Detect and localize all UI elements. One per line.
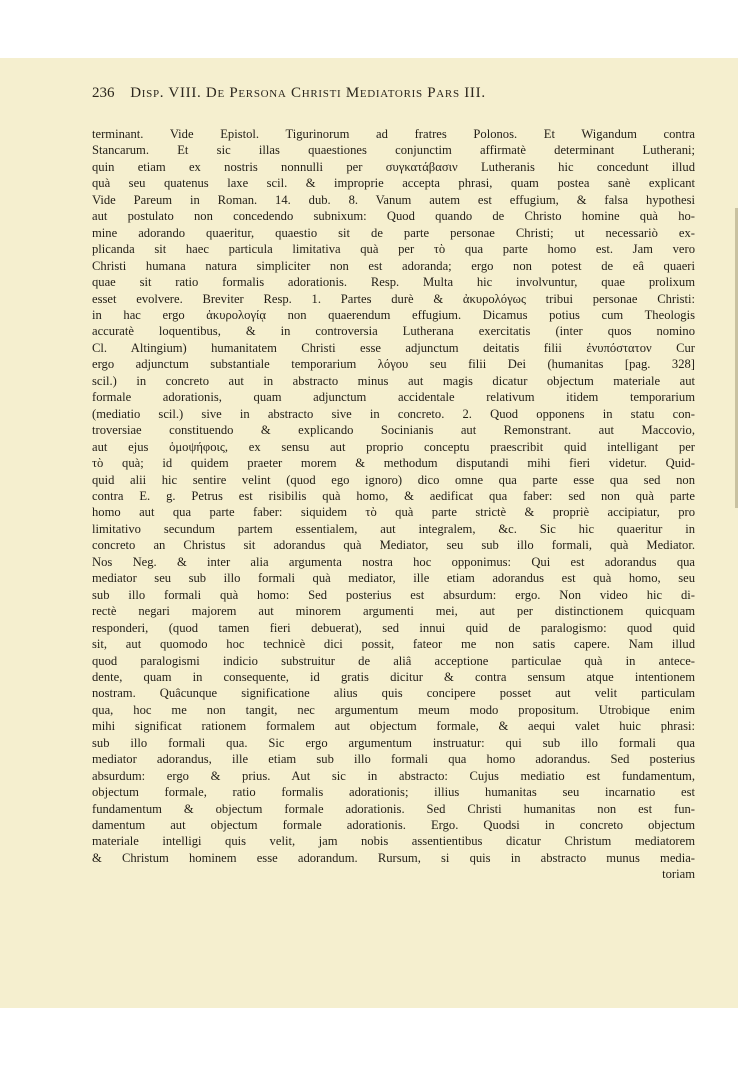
text-line: troversiae constituendo & explicando Socinianis aut Remonstrant. aut Maccovio, (92, 423, 695, 438)
text-line: Stancarum. Et sic illas quaestiones conjunctim affirmatè determinant Lutherani; (92, 143, 695, 158)
text-line: scil.) in concreto aut in abstracto minus aut magis dicatur objectum materiale aut (92, 373, 695, 388)
text-line: aut ejus ὁμοψήφοις, ex sensu aut proprio conceptu praescribit quid intelligant per (92, 439, 695, 454)
text-line: Christi humana natura simpliciter non est adoranda; ergo non potest de eâ quaeri (92, 258, 695, 273)
body-text (92, 126, 695, 883)
text-line: responderi, (quod tamen fieri debuerat), sed innui quid de paralogismo: quod quid (92, 620, 695, 635)
text-line: in hac ergo ἀκυρολογίᾳ non quaerendum effugium. Dicamus potius cum Theologis (92, 307, 695, 322)
text-line: mediator adorandus, ille etiam sub illo formali qua homo adorandus. Sed posterius (92, 752, 695, 767)
text-line: sub illo formali quà homo: Sed posterius est absurdum: ergo. Non video hic di- (92, 587, 695, 602)
page-number: 236 (92, 85, 115, 101)
text-line: ergo adjunctum substantiale temporarium λόγου seu filii Dei (humanitas [pag. 328] (92, 357, 695, 372)
text-line: rectè negari majorem aut minorem argumenti mei, aut per distinctionem quicquam (92, 604, 695, 619)
text-line: qua, hoc me non tangit, nec argumentum meum modo propositum. Utrobique enim (92, 702, 695, 717)
text-line: τὸ quà; id quidem praeter morem & methodum disputandi mihi fieri videtur. Quid- (92, 456, 695, 471)
text-line: toriam (662, 867, 695, 882)
text-line: limitativo secundum partem essentialem, aut integralem, &c. Sic hic quaeritur in (92, 521, 695, 536)
text-line: nostram. Quâcunque significatione alius quis concipere posset aut velit particulam (92, 686, 695, 701)
text-line: sub illo formali qua. Sic ergo argumentum instruatur: qui sub illo formali qua (92, 735, 695, 750)
text-line: sit, aut quomodo hoc technicè dici possit, fateor me non satis capere. Nam illud (92, 637, 695, 652)
text-line: terminant. Vide Epistol. Tigurinorum ad fratres Polonos. Et Wigandum contra (92, 127, 695, 141)
text-line: quid alii hic sentire velint (quod ego ignoro) dico omne qua parte esse qua sed non (92, 472, 695, 487)
text-line: Vide Pareum in Roman. 14. dub. 8. Vanum autem est effugium, & falsa hypothesi (92, 192, 695, 207)
text-line: mihi significat rationem formalem aut objectum formale, & aequi valet huic phrasi: (92, 719, 695, 734)
text-line: & Christum hominem esse adorandum. Rursum, si quis in abstracto munus media- (92, 850, 695, 865)
text-line: quà seu quatenus laxe scil. & improprie accepta phrasi, quam postea sanè explicant (92, 176, 695, 191)
running-header (92, 85, 692, 102)
text-line: materiale intelligi quis velit, jam nobis assentientibus dicatur Christum mediatorem (92, 834, 695, 849)
book-page (0, 58, 738, 1008)
text-line: absurdum: ergo & prius. Aut sic in abstracto: Cujus mediatio est fundamentum, (92, 768, 695, 783)
text-line: Cl. Altingium) humanitatem Christi esse adjunctum deitatis filii ἐνυπόστατον Cur (92, 340, 695, 355)
text-line: quin etiam ex nostris nonnulli per συγκατάβασιν Lutheranis hic concedunt illud (92, 159, 695, 174)
text-line: concreto an Christus sit adorandus quà Mediator, seu sub illo formali, quà Mediator. (92, 538, 695, 553)
running-title: Disp. VIII. De Persona Christi Mediatoris Pars III. (130, 85, 486, 101)
text-line: homo aut qua parte faber: siquidem τὸ quà parte strictè & propriè accipiatur, pro (92, 505, 695, 520)
text-line: mine adorando quaeritur, quaestio sit de parte personae Christi; ut necessariò ex- (92, 225, 695, 240)
text-line: quod paralogismi indicio substruitur de aliâ acceptione particulae quà in antece- (92, 653, 695, 668)
text-line: formale adorationis, quam adjunctum accidentale relativum itidem temporarium (92, 390, 695, 405)
text-line: mediator seu sub illo formali quà mediator, ille etiam adorandus est quà homo, seu (92, 571, 695, 586)
text-line: (mediatio scil.) sive in abstracto sive in concreto. 2. Quod opponens in statu con- (92, 406, 695, 421)
text-line: Nos Neg. & inter alia argumenta nostra hoc opponimus: Qui est adorandus qua (92, 554, 695, 569)
text-line: plicanda sit haec particula limitativa quà per τὸ qua parte homo est. Jam vero (92, 242, 695, 257)
text-line: fundamentum & objectum formale adorationis. Sed Christi humanitas non est fun- (92, 801, 695, 816)
text-line: aut postulato non concedendo subnixum: Quod quando de Christo homine quà ho- (92, 209, 695, 224)
text-line: accuratè loquentibus, & in controversia Lutherana exercitatis (inter quos nomino (92, 324, 695, 339)
text-line: esset evolvere. Breviter Resp. 1. Partes durè & ἀκυρολόγως tribui personae Christi: (92, 291, 695, 306)
text-line: contra E. g. Petrus est risibilis quà homo, & aedificat qua faber: sed non quà parte (92, 488, 695, 503)
text-line: dente, quam in consequente, id gratis dicitur & contra sensum atque intentionem (92, 669, 695, 684)
text-line: quae sit ratio formalis adorationis. Resp. Multa hic involvuntur, quae prolixum (92, 275, 695, 290)
text-line: damentum aut objectum formale adorationis. Ergo. Quodsi in concreto objectum (92, 818, 695, 833)
text-line: objectum formale, ratio formalis adorationis; illius humanitas seu incarnatio est (92, 785, 695, 800)
